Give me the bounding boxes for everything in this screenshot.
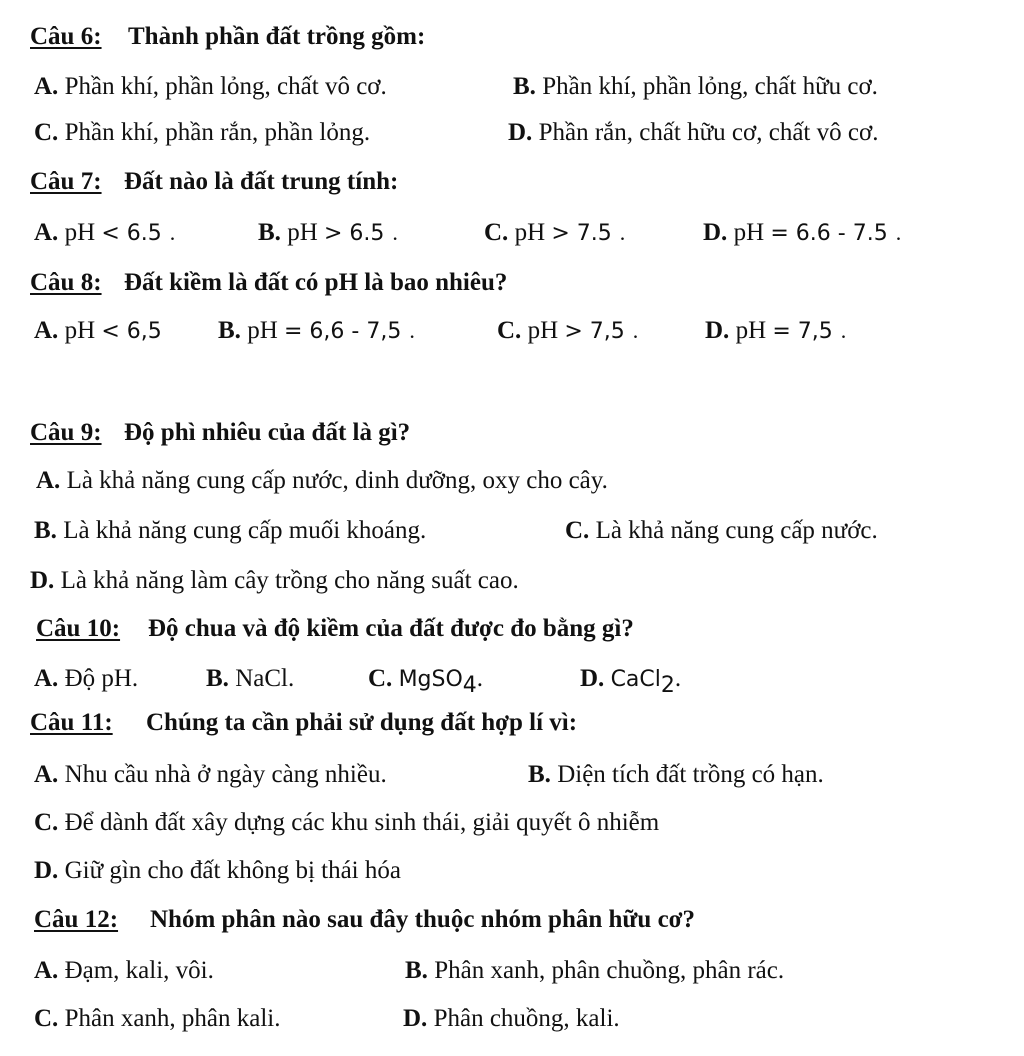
option-b: B. Diện tích đất trồng có hạn. [528,761,824,788]
option-a: A. Độ pH. [34,665,139,692]
option-d: D. pH = 7,5 . [705,317,847,344]
question-label: Câu 7: [30,168,102,195]
option-c: C. pH > 7.5 . [484,219,626,246]
option-d: D. pH = 6.6 - 7.5 . [703,219,902,246]
option-c: C. Phần khí, phần rắn, phần lỏng. [34,119,371,146]
option-b: B. pH = 6,6 - 7,5 . [218,317,415,344]
question-text: Độ chua và độ kiềm của đất được đo bằng gì? [148,615,634,642]
question-text: Nhóm phân nào sau đây thuộc nhóm phân hữu cơ? [150,906,696,933]
option-b: B. NaCl. [206,665,295,692]
option-d: D. Phân chuồng, kali. [403,1005,620,1032]
option-d: D. CaCl$_2$. [580,665,682,698]
question-label: Câu 6: [30,23,102,50]
page-edge-decoration [40,1046,560,1056]
option-a: A. Phần khí, phần lỏng, chất vô cơ. [34,73,387,100]
option-d: D. Phần rắn, chất hữu cơ, chất vô cơ. [508,119,879,146]
option-c: C. Là khả năng cung cấp nước. [565,517,878,544]
question-text: Chúng ta cần phải sử dụng đất hợp lí vì: [146,709,578,736]
question-label: Câu 8: [30,269,102,296]
option-c: C. pH > 7,5 . [497,317,639,344]
option-d: D. Là khả năng làm cây trồng cho năng suất cao. [30,567,519,594]
option-b: B. Phân xanh, phân chuồng, phân rác. [405,957,785,984]
question-label: Câu 11: [30,709,113,736]
question-label: Câu 10: [36,615,121,642]
question-text: Độ phì nhiêu của đất là gì? [124,419,411,446]
option-a: A. Nhu cầu nhà ở ngày càng nhiều. [34,761,387,788]
option-d: D. Giữ gìn cho đất không bị thái hóa [34,857,401,884]
question-text: Đất nào là đất trung tính: [124,168,399,195]
option-b: B. pH > 6.5 . [258,219,398,246]
option-c: C. MgSO$_4$. [368,665,484,698]
question-text: Đất kiềm là đất có pH là bao nhiêu? [124,269,508,296]
option-a: A. Đạm, kali, vôi. [34,957,214,984]
option-b: B. Là khả năng cung cấp muối khoáng. [34,517,427,544]
option-b: B. Phần khí, phần lỏng, chất hữu cơ. [513,73,878,100]
option-a: A. Là khả năng cung cấp nước, dinh dưỡng, oxy cho cây. [36,467,608,494]
question-text: Thành phần đất trồng gồm: [128,23,426,50]
option-c: C. Phân xanh, phân kali. [34,1005,281,1032]
option-a: A. pH < 6.5 . [34,219,176,246]
question-label: Câu 9: [30,419,102,446]
question-label: Câu 12: [34,906,119,933]
option-a: A. pH < 6,5 [34,317,162,344]
option-c: C. Để dành đất xây dựng các khu sinh thái, giải quyết ô nhiễm [34,809,660,836]
